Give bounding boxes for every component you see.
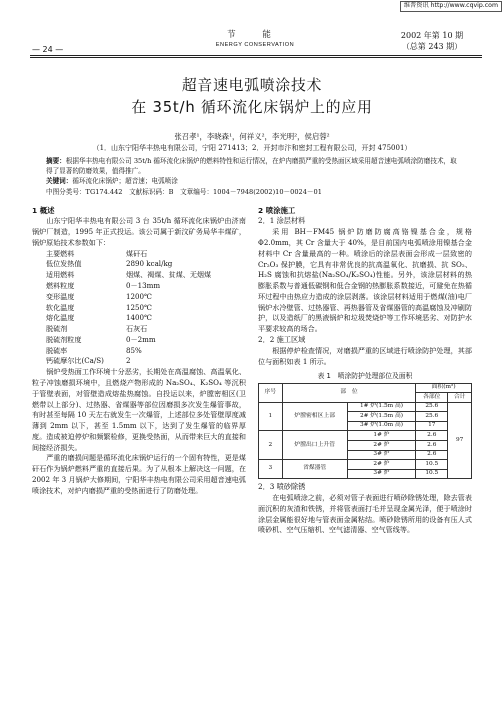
spec-value: 1250℃: [126, 302, 152, 312]
table-body: [259, 402, 472, 478]
authors: 张召孝¹，李晓森¹，何祥义²，李光明²，侯启蓉²: [174, 132, 330, 141]
spec-row: [32, 356, 246, 367]
spec-value: 煤矸石: [126, 248, 148, 258]
table-cell-no: 3: [259, 460, 283, 479]
col-header-total: 合计: [448, 393, 472, 403]
spec-value: 1200℃: [126, 291, 152, 301]
section-2-heading: 2 喷涂施工: [258, 206, 296, 215]
journal-name-en: ENERGY CONSERVATION: [215, 41, 295, 48]
subsection-2-1-heading: 2．1 涂层材料: [258, 216, 306, 226]
total-issue: （总第 243 期）: [401, 42, 463, 52]
spec-row: [32, 324, 246, 335]
spec-row: [32, 259, 246, 270]
table-cell-area: 2.6: [416, 441, 448, 451]
spec-row: [32, 303, 246, 314]
col-header-each: 各部位: [416, 393, 448, 403]
paragraph-wear-problem: 严重的磨损问题是循环流化床锅炉运行的一个固有特性，更是煤矸石作为锅炉燃料严重的直接后果。为了从根本上解决这一问题，在 2002 年 3 月锅炉大修期间，宁阳华丰热电有限公司采用超音速电弧喷涂技术，对炉内磨损严重的受热面进行了防磨处理。: [32, 453, 246, 495]
keywords-label: 关键词：: [46, 177, 73, 186]
table-row: [259, 431, 472, 441]
col-header-area: 面积(m²): [416, 383, 472, 393]
table-cell-unit: 2# 炉(1.5m 高): [347, 412, 416, 422]
spec-key: 变形温度: [46, 291, 75, 301]
col-header-part: 部 位: [282, 383, 416, 402]
paragraph-area: 根据停炉检查情况，对磨损严重的区域进行喷涂防护处理，其部位与面积如表 1 所示。: [258, 345, 472, 366]
spec-value: 0－13mm: [126, 280, 161, 290]
table-cell-part: 省煤器管: [282, 460, 347, 479]
table-cell-area: 2.6: [416, 431, 448, 441]
keywords: [46, 176, 460, 186]
table-cell-part: 炉膛密相区上部: [282, 402, 347, 431]
spec-key: 脱硫剂粒度: [46, 334, 82, 344]
table-cell-unit: 2# 炉: [347, 441, 416, 451]
spec-row: [32, 346, 246, 357]
abstract-label: 摘要：: [46, 157, 66, 165]
table-cell-unit: 2# 炉: [347, 460, 416, 470]
abstract-block: [46, 156, 460, 197]
subsection-2-2-heading: 2．2 施工区域: [258, 335, 306, 344]
spec-key: 熔化温度: [46, 313, 75, 323]
intro-paragraph: 山东宁阳华丰热电有限公司 3 台 35t/h 循环流化床锅炉由济南锅炉厂制造，1995 年正式投运。该公司属于新汶矿务局华丰煤矿，锅炉原始技术参数如下：: [32, 216, 246, 247]
table-cell-unit: 1# 炉(1.5m 高): [347, 402, 416, 412]
spec-value: 烟煤、褐煤、贫煤、无烟煤: [126, 270, 212, 280]
spec-key: 钙硫摩尔比(Ca/S): [46, 356, 104, 366]
spec-key: 脱硫率: [46, 345, 68, 355]
right-column: [258, 205, 472, 536]
table-cell-no: 1: [259, 402, 283, 431]
table-cell-area: 2.6: [416, 450, 448, 460]
spec-value: 2: [126, 356, 131, 366]
table-cell-unit: 1# 炉: [347, 431, 416, 441]
header-rule: [30, 55, 482, 56]
table-cell-total: 97: [448, 402, 472, 478]
table-row: [259, 460, 472, 470]
table-cell-part: 炉膛出口上升管: [282, 431, 347, 460]
table-cell-no: 2: [259, 431, 283, 460]
spec-value: 0－2mm: [126, 334, 156, 344]
section-1-heading: 1 概述: [32, 206, 55, 215]
spec-value: 1400℃: [126, 313, 152, 323]
spec-key: 脱硫剂: [46, 324, 68, 334]
col-header-no: 序号: [259, 383, 283, 402]
paragraph-coating-material: 采用 BH－FM45 锅炉防磨防腐高铬镍基合金，规格 Φ2.0mm，其 Cr 含量大于 40%，是目前国内电弧喷涂用镍基合金材料中 Cr 含量最高的一种。喷涂后的涂层表面会形成一层致密的 Cr₂O₃ 保护膜，它具有非常优良的抗高温氧化、抗磨损、抗 SO₂、H₂S 腐蚀和抗熔盐(Na₂SO₄/K₂SO₄)性能。另外，该涂层材料的热膨胀系数与普通低碳钢和低合金钢的热膨胀系数接近，可避免在热循环过程中由热应力造成的涂层剥落。该涂层材料适用于燃煤(油)电厂锅炉水冷壁管、过热器管、再热器管及省煤器管的高温腐蚀及冲刷防护，以及造纸厂的黑液锅炉和垃圾焚烧炉等工作环境恶劣、对防护水平要求较高的场合。: [258, 227, 472, 334]
header-rule-thin: [30, 57, 482, 58]
spec-key: 燃料粒度: [46, 280, 75, 290]
spec-row: [32, 270, 246, 281]
table-caption: 表 1 喷涂防护处理部位及面积: [317, 371, 413, 380]
spec-row: [32, 249, 246, 260]
table-cell-unit: 3# 炉(1.0m 高): [347, 421, 416, 431]
article-title-line1: 超音速电弧喷涂技术: [181, 77, 323, 94]
spec-key: 适用燃料: [46, 270, 75, 280]
spec-key: 软化温度: [46, 302, 75, 312]
abstract: [46, 156, 460, 176]
page-number: — 24 —: [32, 45, 64, 54]
paragraph-sandblasting: 在电弧喷涂之前，必须对管子表面进行喷砂除锈处理，除去管表面沉积的灰渣和铁锈，并将管表面打毛并呈现金属光泽，便于喷涂时涂层金属能很好地与管表面金属粘结。喷砂除锈所用的设备有压人式喷砂机、空气压缩机、空气滤清器、空气管线等。: [258, 493, 472, 535]
affiliation: （1．山东宁阳华丰热电有限公司，宁阳 271413；2．开封市汴和密封工程有限公司，开封 475001）: [92, 144, 412, 152]
issue-number: 2002 年第 10 期: [400, 31, 464, 40]
spec-row: [32, 335, 246, 346]
table-cell-area: 10.5: [416, 469, 448, 479]
classification: 中图分类号：TG174.442 文献标识码：B 文章编号：1004－7948(2002)10－0024－01: [46, 187, 322, 196]
spec-row: [32, 292, 246, 303]
table-cell-area: 25.6: [416, 412, 448, 422]
journal-header: [170, 30, 340, 49]
spec-value: 85%: [126, 345, 142, 355]
table-cell-unit: 3# 炉: [347, 469, 416, 479]
spec-value: 石灰石: [126, 324, 148, 334]
subsection-2-3-heading: 2．3 喷砂除锈: [258, 482, 306, 492]
journal-name-cn: 节 能: [227, 30, 283, 40]
left-column: [32, 205, 246, 497]
table-row: [259, 402, 472, 412]
spec-key: 低位发热值: [46, 259, 82, 269]
table-cell-area: 17: [416, 421, 448, 431]
table-cell-unit: 3# 炉: [347, 450, 416, 460]
issue-info: [382, 30, 482, 52]
paragraph-environment: 锅炉受热面工作环境十分恶劣，长期处在高温腐蚀、高温氧化、粒子冲蚀磨损环境中，且燃烧产物形成的 Na₂SO₄、K₂SO₄ 等沉积于管壁表面，对管壁造成熔盐热腐蚀。自投运以来，炉膛密相区(卫燃带以上部分)、过热器、省煤器等部位因磨损多次发生爆管事故，有时甚至每隔 10 天左右就发生一次爆管，上述部位多处管壁厚度减薄到 2mm 以下，甚至 1.5mm 以下，达到了发生爆管的临界厚度。造成被迫停炉和频繁检修，更换受热面，从而带来巨大的直接和间接经济损失。: [32, 367, 246, 452]
spec-row: [32, 313, 246, 324]
abstract-text: 根据华丰热电有限公司 35t/h 循环流化床锅炉的燃料特性和运行情况，在炉内磨损严重的受热面区域采用超音速电弧喷涂防磨技术，取得了显著的防磨效果，值得推广。: [46, 157, 457, 176]
area-table: [258, 383, 472, 479]
spec-row: [32, 281, 246, 292]
spec-value: 2890 kcal/kg: [126, 259, 173, 269]
spec-list: [32, 249, 246, 368]
table-cell-area: 25.6: [416, 402, 448, 412]
table-cell-area: 10.5: [416, 460, 448, 470]
watermark: 维普资讯 http://www.cqvip.com: [400, 1, 502, 12]
keywords-text: 循环流化床锅炉；超音速；电弧喷涂: [72, 177, 178, 186]
spec-key: 主要燃料: [46, 248, 75, 258]
article-title-line2: 在 35t/h 循环流化床锅炉上的应用: [131, 99, 373, 116]
